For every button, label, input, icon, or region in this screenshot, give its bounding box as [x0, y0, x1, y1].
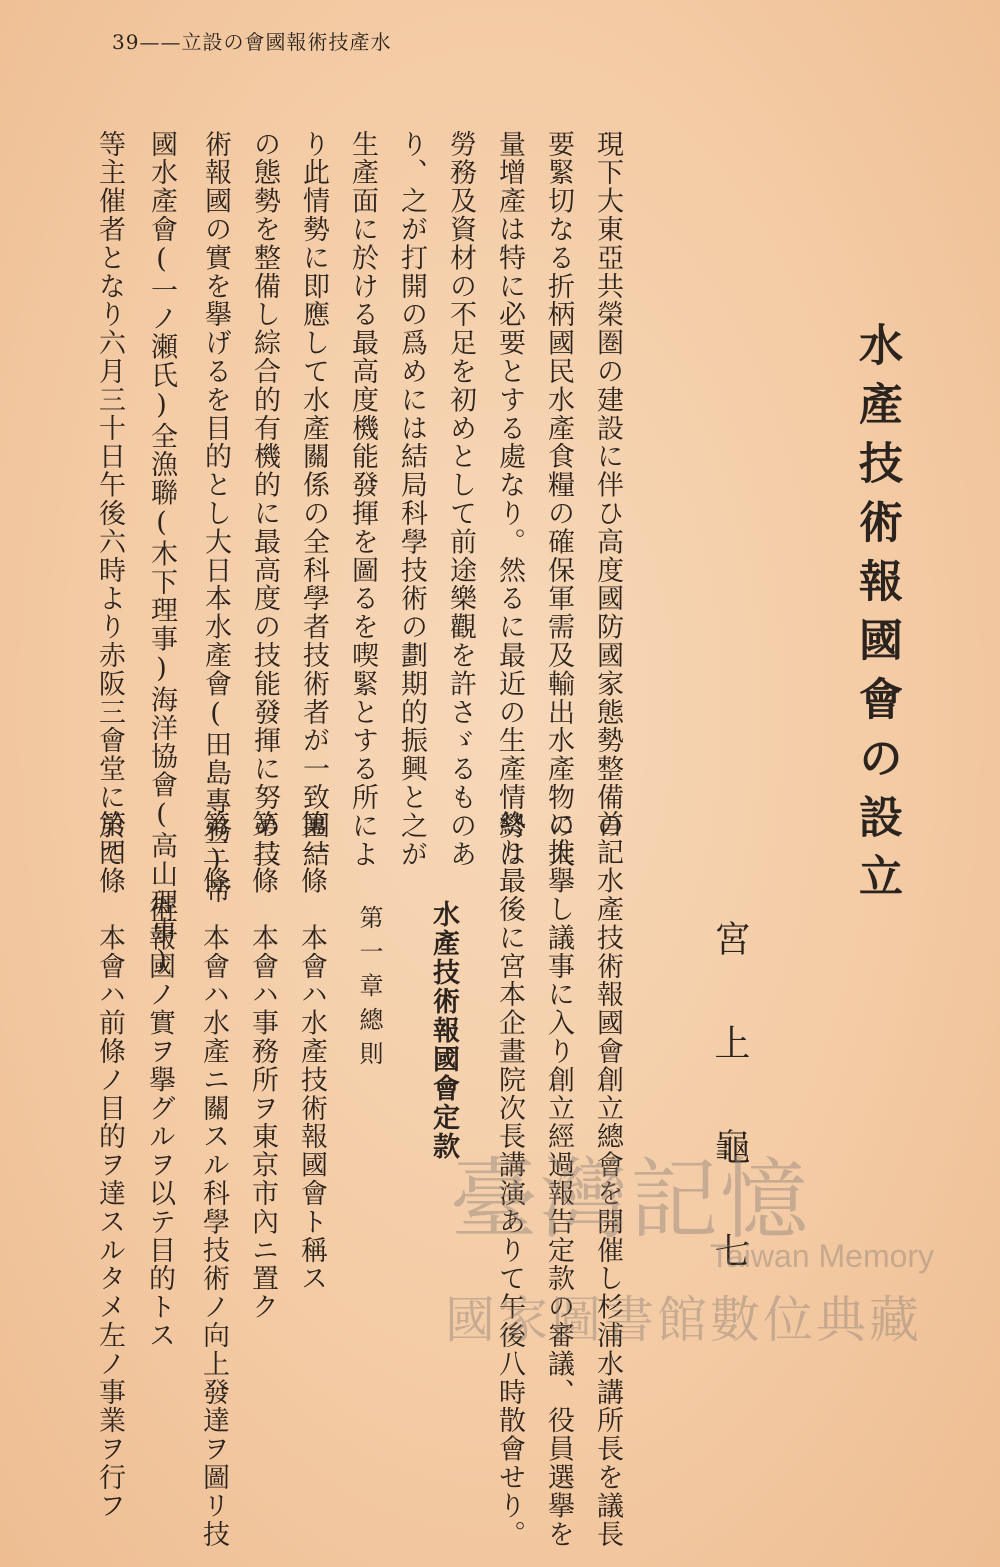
- constitution-article: 第四條 本會ハ前條ノ目的ヲ達スルタメ左ノ事業ヲ行フ: [94, 810, 125, 1520]
- running-head: 39——立設の會國報術技產水: [112, 30, 392, 54]
- body-line: の態勢を整備し綜合的有機的に最高度の技能發揮に努め技: [249, 130, 280, 869]
- body-line: 勞務及資材の不足を初めとして前途樂觀を許さゞるものあ: [445, 130, 476, 869]
- body-line: 現下大東亞共榮圏の建設に伴ひ高度國防國家態勢整備の: [592, 130, 623, 840]
- chapter-heading: 第一章總則: [355, 905, 383, 1075]
- body-line: 量增產は特に必要とする處なり。然るに最近の生產情勢は: [494, 130, 525, 869]
- constitution-article: 第二條 本會ハ事務所ヲ東京市內ニ置ク: [247, 810, 278, 1322]
- body-line: 要緊切なる折柄國民水產食糧の確保軍需及輸出水產物の大: [543, 130, 574, 869]
- constitution-article: 術報國ノ實ヲ擧グルヲ以テ目的トス: [144, 810, 175, 1350]
- body-line: に推擧し議事に入り創立經過報告定款の審議、役員選擧を: [543, 810, 574, 1549]
- constitution-article: 第一條 本會ハ水產技術報國會ト稱ス: [296, 810, 327, 1293]
- body-line: 終り最後に宮本企畫院次長講演ありて午後八時散會せり。: [494, 810, 525, 1549]
- body-line: 等主催者となり六月三十日午後六時より赤阪三會堂に於て: [94, 130, 125, 869]
- constitution-heading: 水產技術報國會定款: [428, 900, 459, 1161]
- body-line: 術報國の實を擧げるを目的とし大日本水產會(田島專務)帝: [200, 130, 231, 905]
- watermark-english: Taiwan Memory: [710, 1238, 935, 1274]
- watermark-chinese: 國家圖書館數位典藏: [445, 1291, 922, 1349]
- article-title: 水產技術報國會の設立: [851, 322, 902, 912]
- body-line: り此情勢に即應して水產關係の全科學者技術者が一致團結: [298, 130, 329, 869]
- body-line: 生產面に於ける最高度機能發揮を圖るを喫緊とする所によ: [347, 130, 378, 869]
- watermark-logo: 臺灣記憶: [450, 1148, 811, 1251]
- body-line: り、之が打開の爲めには結局科學技術の劃期的振興と之が: [396, 130, 427, 869]
- constitution-article: 第三條 本會ハ水產ニ關スル科學技術ノ向上發達ヲ圖リ技: [198, 810, 229, 1549]
- author-name: 宮上龜七: [709, 920, 750, 1336]
- body-line: 首記水產技術報國會創立總會を開催し杉浦水講所長を議長: [592, 810, 623, 1549]
- body-line: 國水產會(一ノ瀬氏)全漁聯(木下理事)海洋協會(高山理事): [146, 130, 177, 978]
